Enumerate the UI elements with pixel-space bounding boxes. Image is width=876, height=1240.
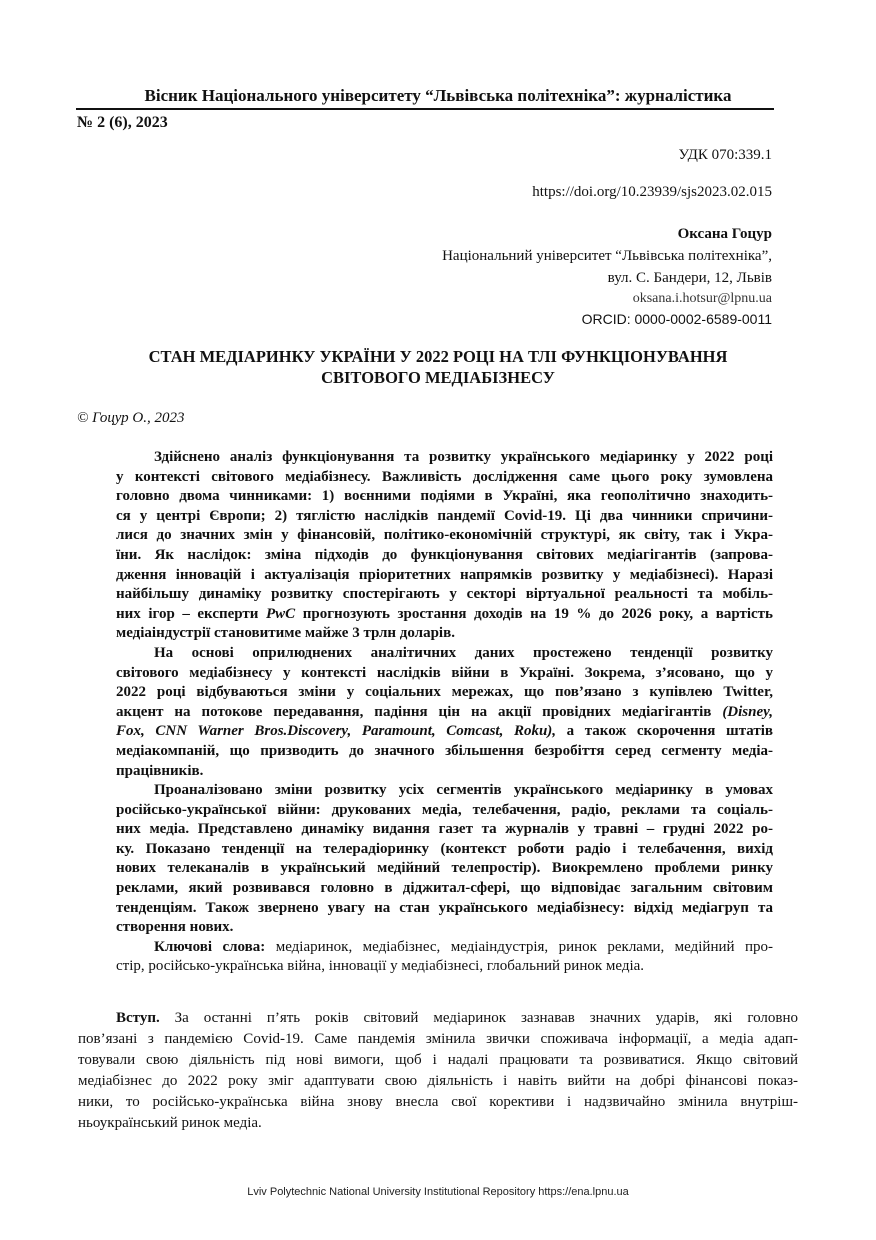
abstract-line: світового медіабізнесу у контексті наслідків війни в Україні. Зокрема, з’ясовано, що у [116,664,773,681]
abstract-line: тенденціям. Також звернено увагу на стан українського медіабізнесу: відхід медіагруп та [116,899,773,916]
abstract-paragraph [116,644,773,781]
abstract-segment: акцент на потокове передавання, падіння цін на акції провідних медіагігантів [116,703,723,720]
issue-number: № 2 (6), 2023 [77,114,168,131]
intro-line: медіабізнес до 2022 року зміг адаптувати свою діяльність і навіть вийти на добрі фінансові показ- [78,1073,798,1089]
abstract-line: найбільшу динаміку розвитку спостерігають у секторі віртуальної реальності та мобіль- [116,586,773,603]
abstract-line: медіаіндустрії становитиме майже 3 трлн доларів. [116,625,455,642]
intro-line: ники, то російсько-українська війна знову внесла свої корективи і надзвичайно змінила внутріш- [78,1094,798,1110]
abstract-line: Здійснено аналіз функціонування та розвитку українського медіаринку у 2022 році [154,449,773,465]
abstract-segment: Fox, CNN Warner Bros.Discovery, Paramount, Comcast, Roku), [116,723,557,740]
abstract-line: реклами, який розвивався головно в діджитал-сфері, що відповідає загальним світовим [116,880,773,897]
abstract-line: дження інновацій і актуалізація пріоритетних напрямків розвитку у медіабізнесі). Наразі [116,566,773,583]
abstract-line: головно двома чинниками: 1) воєнними подіями в Україні, яка геополітично знаходить- [116,488,773,505]
abstract-line: На основі оприлюднених аналітичних даних простежено тенденції розвитку [154,644,773,661]
abstract-line: ку. Показано тенденції на телерадіоринку (контекст роботи радіо і телебачення, вихід [116,840,773,857]
abstract-line: у контексті світового медіабізнесу. Важливість дослідження саме цього року зумовлена [116,468,773,485]
intro-line: товували свою діяльність під нові вимоги, щоб і надалі працювати та розвиватися. Якщо світовий [78,1052,798,1068]
abstract-line: ся у центрі Європи; 2) тяглістю наслідків пандемії Covid-19. Ці два чинники спричини- [116,507,773,524]
keywords-segment: Ключові слова: [154,938,266,955]
abstract-line: нових телеканалів в український медійний телепростір). Виокремлено проблеми ринку [116,860,773,877]
abstract-segment: них ігор – експерти [116,605,266,622]
article-title-line: СВІТОВОГО МЕДІАБІЗНЕСУ [321,368,555,387]
keywords-line [116,938,773,958]
author-email[interactable]: oksana.i.hotsur@lpnu.ua [632,291,772,306]
author-address: вул. С. Бандери, 12, Львів [607,270,772,286]
abstract-paragraph [116,448,773,644]
intro-line: ньоукраїнський ринок медіа. [78,1115,262,1131]
introduction [78,1008,798,1134]
journal-title: Вісник Національного університету “Львівська політехніка”: журналістика [144,86,732,105]
abstract-line: працівників. [116,762,204,779]
article-title-line: СТАН МЕДІАРИНКУ УКРАЇНИ У 2022 РОЦІ НА ТЛІ ФУНКЦІОНУВАННЯ [148,347,728,366]
abstract-line [116,722,773,742]
abstract-line: Проаналізовано зміни розвитку усіх сегментів українського медіаринку в умовах [154,782,773,799]
header-divider [76,108,774,110]
author-name: Оксана Гоцур [677,226,772,242]
intro-segment: Вступ. [116,1010,160,1026]
abstract-line: них медіа. Представлено динаміку видання газет та журналів у травні – грудні 2022 ро- [116,821,773,838]
abstract-segment: (Disney, [722,703,773,720]
copyright: © Гоцур О., 2023 [77,410,185,426]
abstract-line: 2022 році відбуваються зміни у соціальних мережах, що пов’язано з купівлею Twitter, [116,684,773,701]
abstract-segment: PwC [265,605,296,622]
keywords [116,938,773,977]
abstract-segment: прогнозують зростання доходів на 19 % до 2026 року, а вартість [295,605,773,622]
abstract-line: створення нових. [116,919,234,936]
author-orcid[interactable]: ORCID: 0000-0002-6589-0011 [581,311,772,327]
intro-line [78,1008,798,1029]
intro-line: пов’язані з пандемією Covid-19. Саме пандемія змінила звички споживача інформації, а медіа адап- [78,1031,798,1047]
article-title [0,346,876,388]
abstract-line: російсько-української війни: друкованих медіа, телебачення, радіо, реклами та соціаль- [116,801,773,818]
keywords-line [116,957,773,977]
repository-footer: Lviv Polytechnic National University Institutional Repository https://ena.lpnu.ua [247,1186,629,1198]
author-university: Національний університет “Львівська політехніка”, [442,248,772,264]
abstract-line: медіакомпаній, що призводить до значного збільшення безробіття серед сегменту медіа- [116,742,773,759]
abstract-line [116,703,773,723]
keywords-segment: стір, російсько-українська війна, інновації у медіабізнесі, глобальний ринок медіа. [116,958,645,975]
doi-link[interactable]: https://doi.org/10.23939/sjs2023.02.015 [532,184,772,200]
abstract-segment: а також скорочення штатів [556,723,773,740]
intro-segment: За останні п’ять років світовий медіаринок зазнавав значних ударів, які головно [159,1010,798,1026]
keywords-segment: медіаринок, медіабізнес, медіаіндустрія, ринок реклами, медійний про- [265,938,773,955]
udk-code: УДК 070:339.1 [678,147,772,163]
abstract-line: їни. Як наслідок: зміна підходів до функціонування світових медіагігантів (запрова- [116,546,773,563]
abstract-line: лися до значних змін у фінансовій, політико-економічній структурі, як світу, так і Укра- [116,527,773,544]
abstract [116,448,773,977]
abstract-line [116,605,773,625]
abstract-paragraph [116,781,773,938]
